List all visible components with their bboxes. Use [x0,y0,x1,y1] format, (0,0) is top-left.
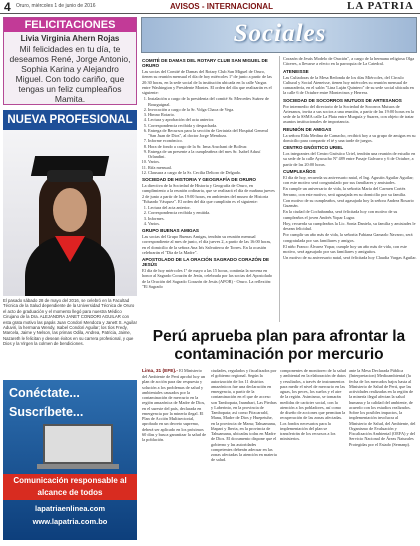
graduate-caption: El pasado sábado 28 de mayo del 2016, se celebró en la Facultad Técnica de la Salud dependiente de la Universidad Técnica de Oruro el acto de graduación y el momento llegó para nuestra Médico Cirujano de la Dra. ALEJANDRA JANET CONDORI AGUILAR con esta grata motivo las papás Juan Condori Mendoza y Janett S. Aguilar Aduviri, la hermana Wendy, Isabel Condori Aguilar; los tíos Fredy, Marcela, Jaime y Nelson, las primas Odila, Andrea, Patricia, Jaime, Nazareth le felicitan y desean éxitos en su carrera profesional, y que Dios y la Virgen la colmen de bendiciones. [3,298,137,347]
sociales-column-2 [283,56,417,262]
article-headline: Perú aprueba plan para afrontar la contaminación por mercurio [152,328,406,363]
felicitaciones-title: FELICITACIONES [4,18,136,32]
graduate-photo [3,130,137,296]
page-header [0,0,420,14]
section-title: AVISOS - INTERNACIONAL [170,2,273,11]
birthday-text: Hoy, recuerda su cumpleaños la Lic. Sonia Daniela, su familia y amistades le desean felicidad. [283,220,416,231]
notice-heading: SOCIEDAD DE SOCORROS MUTUOS DE ARTESANOS [283,97,402,103]
sociales-banner [141,17,417,53]
notice-text: El día de hoy miércoles 1º de mayo a las 15 horas, continúa la novena en honor al Sagrado Corazón de Jesús, celebrada por las socias del Apostolado de la Oración del Sagrado Corazón de Jesús (APOR) - Oruro. La reflexión: "El Sagrado [142,268,273,289]
felicitaciones-box [3,17,137,105]
notice-text: Corazón de Jesús Modelo de Oración", a cargo de la hermana religiosa Olga Cáceres, a llevarse a efecto en la parroquia de La Catedral. [283,56,415,67]
subscription-ad[interactable] [3,380,137,540]
ad-url-1[interactable]: lapatriaenlinea.com [34,504,106,513]
article-text: El Ministerio del Ambiente de Perú aprobó hoy un plan de acción para dar respuesta y solución a los problemas de salud y ambientales causados por la contaminación de mercurio en la región amazónica de Madre de Dios, en el sureste del país, declarada en emergencia por la minería ilegal. El Plan de Acción Multisectorial, aprobado en un decreto supremo, deberá ser aplicado en los próximos 60 días y busca garantizar la salud de la población. [142,368,207,442]
birthday-text: Un motivo de su aniversario natal, será felicitada hoy Claudia Vargas Aguilar. [283,255,417,261]
birthday-text: Por cumplir un año más de vida, la señorita Fabiana Gamarlo Navarro, será congratulada por sus familiares y amigos. [283,232,413,243]
notice-text: Las socias del Grupo Buenas Amigas, tendrán su reunión mensual correspondiente al mes de junio, el día jueves 2, a partir de las 16:00 horas, en el domicilio de la señora Ana Irís Salvatierra de Torres. En la ocasión celebrarán el "Día de la Madre". [142,234,272,255]
header-date: Oruro, miércoles 1 de junio de 2016 [16,3,96,9]
agenda-list-2: 1. Lectura del acta anterior. 2. Correspondencia recibida y emitida. 3. Informes. 4. Varios. [142,205,276,226]
birthday-text: Con motivo de su cumpleaños, será agasajada hoy la señora Andrea Rosario Guzmán. [283,197,414,208]
ad-url-2[interactable]: www.lapatria.com.bo [32,517,108,526]
notice-heading: CENTRO GNÓSTICO URIEL [283,145,344,150]
notice-text: La señora Elda Medina de Camacho, recibirá hoy a su grupo de amigas en su domicilio para compartir el té y una tarde de juegos. [283,132,416,143]
article-column-3: componentes de monitoreo de la salud y ambiental en la elaboración de datos y resultados, a través de instrumentos para medir el nivel de mercurio en las aguas, los peces, los suelos y el aire de la región. Asimismo, se tomarán medidas de carácter social, con la atención a los pobladores, así como de diseño de acciones que permitan la recuperación de las zonas afectadas. Los fondos necesarios para la implementación del plan se transferirán de los recursos a los ministerios. [280,368,346,442]
notice-heading: ATENEISSE [283,68,309,74]
notice-text: Las Cultadoras de la Mesa Redonda de los días Miércoles, del Círculo Cultural y Social Ateneisse, tienen hoy miércoles su reunión mensual de camaradería, en el salón "Lina Luján Quintero" de su sede social ubicada en la calle 6 de Octubre entre Montecinos y Herrera. [283,74,414,96]
sociales-column-1 [142,56,276,290]
article-column-4: ante la Mesa Declarada Pública (Interpretacion) Medioambiental (la fecha de los mercados bajos hasta al Ministerio de Salud de Perú, que las actividades realizadas en la región de la minería ilegal afectan la salud humana y la calidad del ambiente, de acuerdo con los estudios realizados. Sobre los posibles impactos, la implementación involucra al Ministerio de Salud, del Ambiente, del Organismo de Evaluación y Fiscalización Ambiental (OEFA) y del Servicio Nacional de Áreas Naturales Protegidas por el Estado (Sernanp). [349,368,416,447]
birthday-text: El niño Franco Álvarez Yopar, cumple hoy un año más de vida, con este motivo, será agasajado por sus familiares y amiguitos. [283,243,407,254]
article-column-2: ciudades, regulados y fiscalizados por el gobierno regional. Según la autorización de los 11 distritos amazónicos fue una declaración en emergencia, a partir de la contaminación en el que de acceso son Tambopata, Inambari, Las Piedras y Laberinto, en la provincia de Tambopata; así como Fitzcarrald, Manu, Madre de Dios y Huepetuhe, en la provincia de Manu; Tahuamanu, Iñapari y Iberia, en la provincia de Tahuamanu, ubicadas todas en Madre de Dios. El documento dispone que el gobierno y las autoridades competentes deberán adecuar en las zonas afectadas la atención en materia de salud. [211,368,277,463]
ad-line-1: Conéctate... [9,386,80,400]
notice-text: Las socias del Comité de Damas del Rotary Club San Miguel de Oruro, tienen su reunión mensual el día de hoy miércoles 1º de junio a partir de las 20:30 horas, en la sede social de la institución ubicada en la calle Vargas entre Washington y Presidente Montes. El orden del día que realizarán es el siguiente: [142,69,272,95]
felicitaciones-name: Livia Virginia Ahern Rojas [20,34,120,43]
notice-text: Por intermedio del directorio de la Sociedad de Socorros Mutuos de Artesanos, invita a sus socios a una reunión, a partir de las 19:00 horas en la sede de la SSMA calle La Plata entre Murguía y Suarez, con objeto de tratar asuntos institucionales de importancia. [283,103,414,125]
birthday-text: El día de hoy, recuerda su aniversario natal, el Ing. Agustín Aguilar Aguilar; con este motivo será congratulado por sus familiares y amistades. [283,174,414,185]
notice-heading: GRUPO BUENAS AMIGAS [142,228,199,233]
newspaper-logo: LA PATRIA [347,0,414,12]
article-column-1 [142,368,208,442]
notice-heading: SOCIEDAD DE HISTORIA Y GEOGRAFÍA DE ORURO [142,177,257,182]
notice-heading: CUMPLEAÑOS [283,168,316,174]
laptop-icon [43,424,113,464]
ad-banner: Comunicación responsable al alcance de todos [3,474,137,500]
article-dateline: Lima, 31 (EFE).- [142,369,178,374]
ad-line-2: Suscríbete... [9,405,84,419]
page-number: 4 [4,0,11,14]
birthday-text: En la ciudad de Cochabamba, será felicitada hoy con motivo de su cumpleaños el joven Andrés Yopar Lugar. [283,209,398,220]
birthday-text: En cumple un aniversario de vida, la señorita María del Carmen Cortéz Serrano, con este motivo, será agasajada en su domicilio por su familia. [283,186,407,197]
notice-text: Los integrantes del Centro Gnóstico Uriel, tendrán una reunión de estudio en su sede de la calle Ayacucho Nº 489 entre Pasaje Galvarro y 6 de Octubre, a partir de las 20:00 horas. [283,151,416,167]
notice-text: La directiva de la Sociedad de Historia y Geografía de Oruro, en cumplimiento a la reunión ordinaria, que se realizará el día de mañana jueves 2 de junio a partir de las 19:00 horas, en ambientes del museo de Historia "Eduardo Vásquez". El orden del día que cumplirán es el siguiente: [142,183,275,204]
notice-heading: REUNIÓN DE AMIGAS [283,126,332,132]
agenda-list-1: 1. Instalación a cargo de la presidenta del comité Sr. Mercedes Suárez de Bourguignal. 2. Invocación a cargo de la Sr. Volga Chaca de Vega. 3. Himno Rotario. 4. Lectura y aprobación del acta anterior. 5. Correspondencia recibida y despachada. 6. Entrega de Recursos para la sección de Geriatría del Hospital General "San Juan de Dios", al doctor Jorge Mendoza. 7. Informe económico. 8. Hora de fondo a cargo de la Sr. Irma Aruchani de Bolívar. 9. Entrega de un presente a la cumpleañera del mes Sr. Isabel Aduxí Orlandini. 10. Varios. 11. Rifa mensual. 12. Clausura a cargo de la Sr. Cecilia Deltoro de Delgado. [142,96,276,175]
notice-heading: APOSTOLADO DE LA ORACIÓN SAGRADO CORAZÓN DE JESÚS [142,257,270,267]
sociales-title: Sociales [233,20,327,47]
notice-heading: COMITÉ DE DAMAS DEL ROTARY CLUB SAN MIGUEL DE ORURO [142,58,268,68]
nueva-profesional-title: NUEVA PROFESIONAL [3,110,137,130]
felicitaciones-text: Mil felicidades en tu día, te deseamos René, Jorge Antonio, Sophia Karina y Alejandro Miguel. Con todo cariño, que tengas un feliz cumpleaños Mamita. [9,44,131,104]
